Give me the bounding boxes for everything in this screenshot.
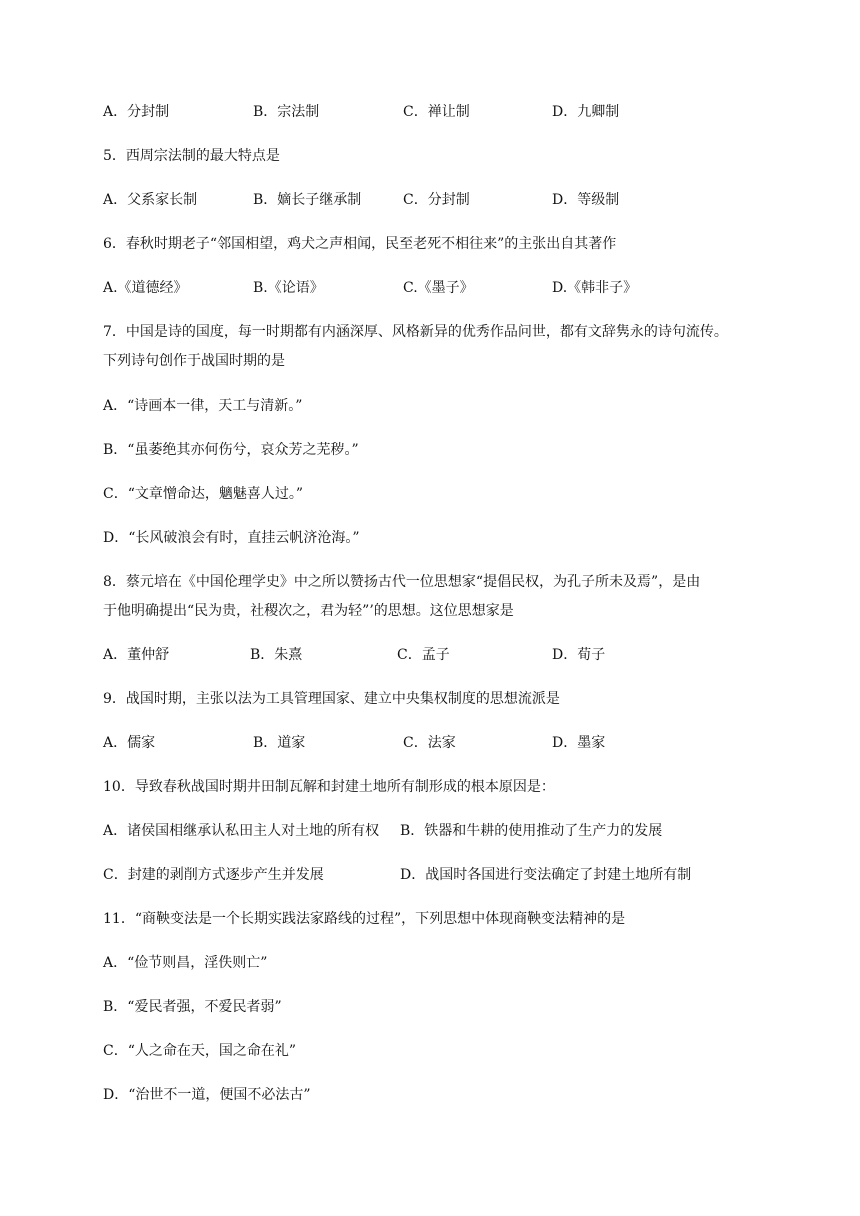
q6-option-d: D.《韩非子》 — [552, 280, 638, 296]
q5-option-b: B．嫡长子继承制 — [253, 192, 362, 208]
q6-option-c: C.《墨子》 — [403, 280, 474, 296]
q8-option-c: C．孟子 — [397, 647, 450, 663]
q7-stem-line1: 7．中国是诗的国度，每一时期都有内涵深厚、风格新异的优秀作品问世，都有文辞隽永的诗句流传。 — [103, 324, 728, 340]
q9-option-c: C．法家 — [403, 735, 456, 751]
q5-stem: 5．西周宗法制的最大特点是 — [103, 148, 280, 164]
q9-option-d: D．墨家 — [552, 735, 606, 751]
q4-option-d: D．九卿制 — [552, 104, 620, 120]
q5-option-c: C．分封制 — [403, 192, 470, 208]
q10-option-b: B．铁器和牛耕的使用推动了生产力的发展 — [400, 823, 663, 839]
q4-option-a: A．分封制 — [103, 104, 170, 120]
q10-option-a: A．诸侯国相继承认私田主人对土地的所有权 — [103, 823, 380, 839]
q7-option-b: B．“虽萎绝其亦何伤兮，哀众芳之芜秽。” — [103, 442, 359, 458]
q4-option-b: B．宗法制 — [253, 104, 320, 120]
q8-option-d: D．荀子 — [552, 647, 606, 663]
q9-option-a: A．儒家 — [103, 735, 156, 751]
q11-option-d: D．“治世不一道，便国不必法古” — [103, 1087, 311, 1103]
q8-stem-line1: 8．蔡元培在《中国伦理学史》中之所以赞扬古代一位思想家“提倡民权，为孔子所未及焉”，是由 — [103, 574, 701, 590]
q5-option-a: A．父系家长制 — [103, 192, 198, 208]
q7-option-a: A．“诗画本一律，天工与清新。” — [103, 398, 303, 414]
q11-stem: 11．“商鞅变法是一个长期实践法家路线的过程”，下列思想中体现商鞅变法精神的是 — [103, 911, 626, 927]
q10-stem: 10．导致春秋战国时期井田制瓦解和封建土地所有制形成的根本原因是： — [103, 779, 555, 795]
q10-option-c: C．封建的剥削方式逐步产生并发展 — [103, 867, 324, 883]
q8-option-b: B．朱熹 — [250, 647, 303, 663]
q10-option-d: D．战国时各国进行变法确定了封建土地所有制 — [400, 867, 692, 883]
q7-option-d: D．“长风破浪会有时，直挂云帆济沧海。” — [103, 530, 360, 546]
q6-stem: 6．春秋时期老子“邻国相望，鸡犬之声相闻，民至老死不相往来”的主张出自其著作 — [103, 236, 617, 252]
q9-stem: 9．战国时期，主张以法为工具管理国家、建立中央集权制度的思想流派是 — [103, 691, 560, 707]
q11-option-b: B．“爱民者强，不爱民者弱” — [103, 999, 282, 1015]
q8-option-a: A．董仲舒 — [103, 647, 170, 663]
q7-option-c: C．“文章憎命达，魑魅喜人过。” — [103, 486, 304, 502]
q8-stem-line2: 于他明确提出“民为贵，社稷次之，君为轻”’的思想。这位思想家是 — [103, 603, 514, 619]
q6-option-a: A.《道德经》 — [103, 280, 188, 296]
q9-option-b: B．道家 — [253, 735, 306, 751]
q5-option-d: D．等级制 — [552, 192, 620, 208]
q7-stem-line2: 下列诗句创作于战国时期的是 — [103, 353, 285, 369]
q6-option-b: B.《论语》 — [253, 280, 324, 296]
q11-option-c: C．“人之命在天，国之命在礼” — [103, 1043, 297, 1059]
q4-option-c: C．禅让制 — [403, 104, 470, 120]
q11-option-a: A．“俭节则昌，淫佚则亡” — [103, 955, 268, 971]
